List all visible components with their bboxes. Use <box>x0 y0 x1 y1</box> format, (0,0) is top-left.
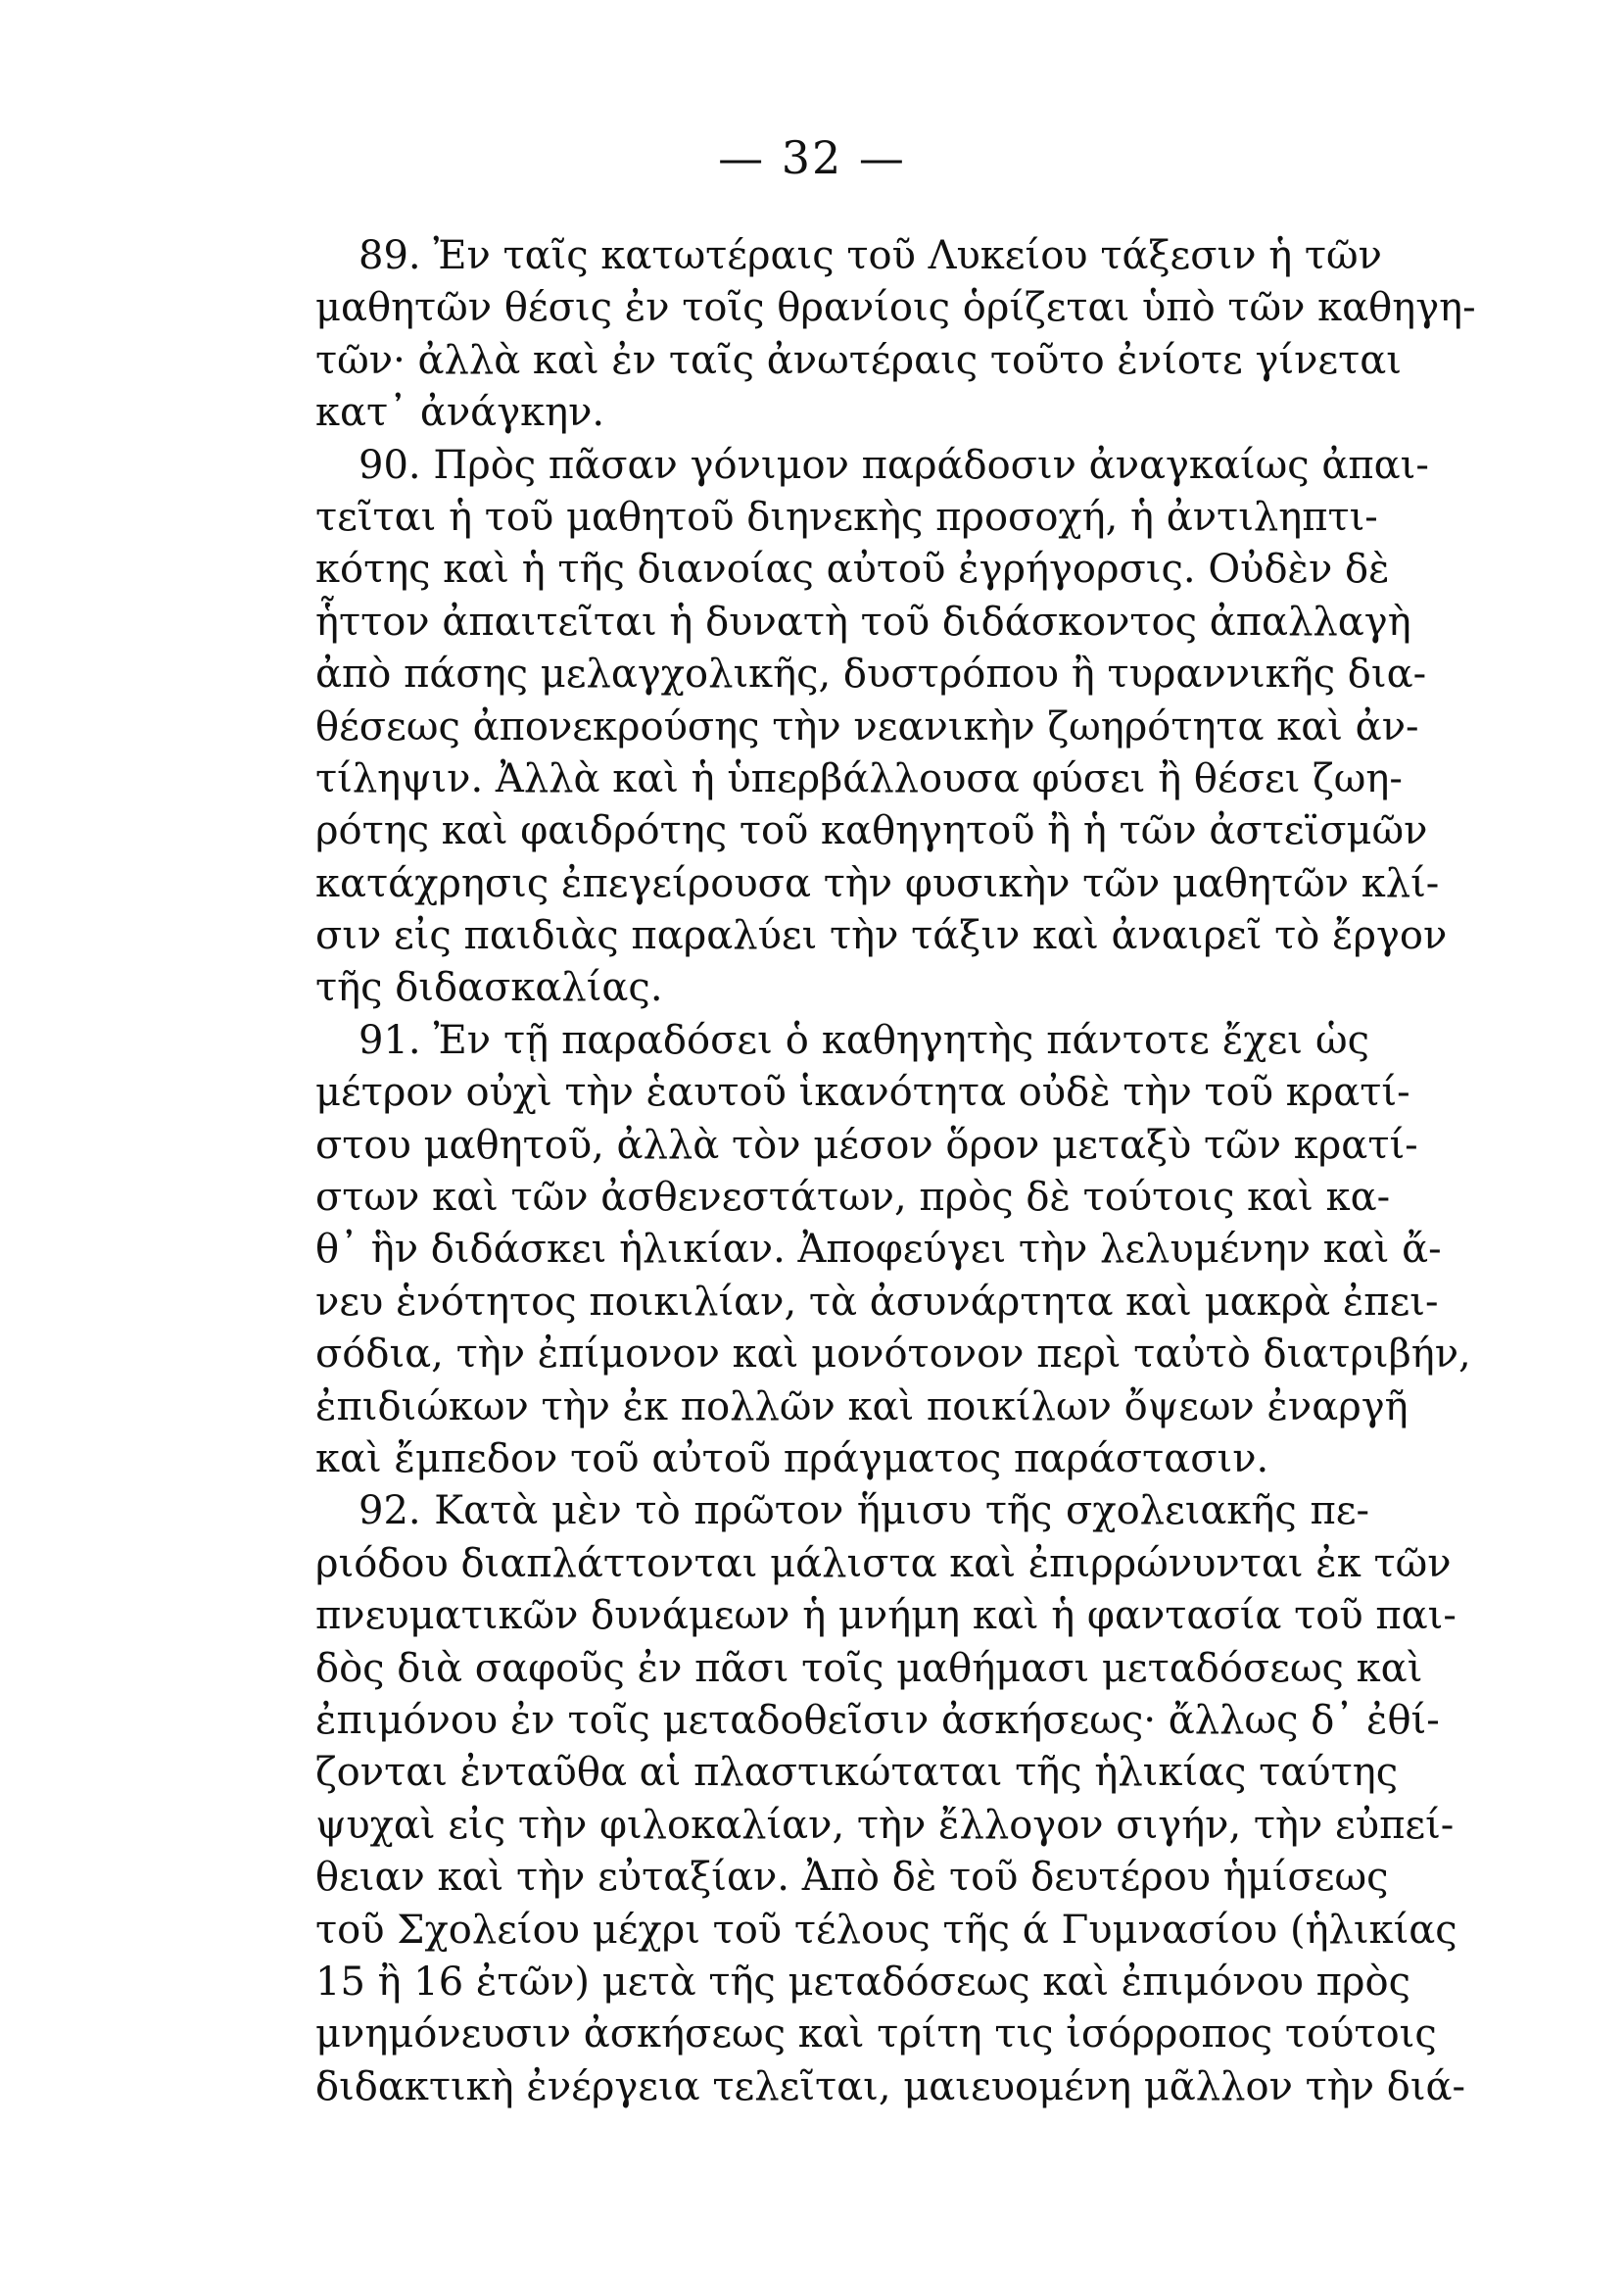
text-line: ψυχαὶ εἰς τὴν φιλοκαλίαν, τὴν ἔλλογον σιγήν, τὴν εὐπεί- <box>315 1802 1455 1848</box>
text-line: σιν εἰς παιδιὰς παραλύει τὴν τάξιν καὶ ἀναιρεῖ τὸ ἔργον <box>315 913 1448 959</box>
text-line: ἀπὸ πάσης μελαγχολικῆς, δυστρόπου ἢ τυραννικῆς δια- <box>315 652 1427 698</box>
text-line: θέσεως ἀπονεκρούσης τὴν νεανικὴν ζωηρότητα καὶ ἀν- <box>315 703 1419 750</box>
paragraph-91 <box>315 1015 1471 1486</box>
text-line: μέτρον οὐχὶ τὴν ἑαυτοῦ ἱκανότητα οὐδὲ τὴν τοῦ κρατί- <box>315 1070 1410 1116</box>
text-line: μαθητῶν θέσις ἐν τοῖς θρανίοις ὁρίζεται ὑπὸ τῶν καθηγη- <box>315 285 1476 331</box>
text-line: πνευματικῶν δυνάμεων ἡ μνήμη καὶ ἡ φαντασία τοῦ παι- <box>315 1593 1457 1639</box>
text-line: στων καὶ τῶν ἀσθενεστάτων, πρὸς δὲ τούτοις καὶ κα- <box>315 1175 1391 1221</box>
text-line: κατ᾽ ἀνάγκην. <box>315 390 605 436</box>
text-line: 92. Κατὰ μὲν τὸ πρῶτον ἥμισυ τῆς σχολειακῆς πε- <box>358 1488 1369 1534</box>
text-line: ἐπιμόνου ἐν τοῖς μεταδοθεῖσιν ἀσκήσεως· ἄλλως δ᾽ ἐθί- <box>315 1697 1440 1743</box>
text-line: θ᾽ ἣν διδάσκει ἡλικίαν. Ἀποφεύγει τὴν λελυμένην καὶ ἄ- <box>315 1227 1442 1273</box>
text-line: 89. Ἐν ταῖς κατωτέραις τοῦ Λυκείου τάξεσιν ἡ τῶν <box>358 233 1382 278</box>
text-line: ἧττον ἀπαιτεῖται ἡ δυνατὴ τοῦ διδάσκοντος ἀπαλλαγὴ <box>315 599 1411 645</box>
paragraph-89 <box>315 230 1476 440</box>
text-line: δὸς διὰ σαφοῦς ἐν πᾶσι τοῖς μαθήμασι μεταδόσεως καὶ <box>315 1645 1423 1691</box>
text-line: ρότης καὶ φαιδρότης τοῦ καθηγητοῦ ἢ ἡ τῶν ἀστεϊσμῶν <box>315 808 1428 854</box>
text-line: διδακτικὴ ἐνέργεια τελεῖται, μαιευομένη μᾶλλον τὴν διά- <box>315 2063 1466 2109</box>
paragraph-90 <box>315 440 1448 1015</box>
text-line: 90. Πρὸς πᾶσαν γόνιμον παράδοσιν ἀναγκαίως ἀπαι- <box>358 442 1429 488</box>
text-line: 91. Ἐν τῇ παραδόσει ὁ καθηγητὴς πάντοτε ἔχει ὡς <box>358 1017 1369 1063</box>
text-line: τίληψιν. Ἀλλὰ καὶ ἡ ὑπερβάλλουσα φύσει ἢ θέσει ζωη- <box>315 755 1403 801</box>
text-line: ριόδου διαπλάττονται μάλιστα καὶ ἐπιρρώνυνται ἐκ τῶν <box>315 1540 1452 1586</box>
text-line: τῆς διδασκαλίας. <box>315 965 663 1011</box>
text-line: καὶ ἔμπεδον τοῦ αὐτοῦ πράγματος παράστασιν. <box>315 1435 1269 1481</box>
paragraph-92 <box>315 1485 1466 2113</box>
text-line: κότης καὶ ἡ τῆς διανοίας αὐτοῦ ἐγρήγορσις. Οὐδὲν δὲ <box>315 547 1390 593</box>
body-text <box>315 230 1476 2113</box>
text-line: θειαν καὶ τὴν εὐταξίαν. Ἀπὸ δὲ τοῦ δευτέρου ἡμίσεως <box>315 1855 1389 1901</box>
text-line: ζονται ἐνταῦθα αἱ πλαστικώταται τῆς ἡλικίας ταύτης <box>315 1750 1399 1796</box>
text-line: τῶν· ἀλλὰ καὶ ἐν ταῖς ἀνωτέραις τοῦτο ἐνίοτε γίνεται <box>315 337 1402 383</box>
text-line: στου μαθητοῦ, ἀλλὰ τὸν μέσον ὅρον μεταξὺ τῶν κρατί- <box>315 1122 1418 1168</box>
text-line: 15 ἢ 16 ἐτῶν) μετὰ τῆς μεταδόσεως καὶ ἐπιμόνου πρὸς <box>315 1959 1410 2005</box>
text-line: τεῖται ἡ τοῦ μαθητοῦ διηνεκὴς προσοχή, ἡ ἀντιληπτι- <box>315 494 1378 540</box>
text-line: ἐπιδιώκων τὴν ἐκ πολλῶν καὶ ποικίλων ὄψεων ἐναργῆ <box>315 1383 1409 1429</box>
text-line: σόδια, τὴν ἐπίμονον καὶ μονότονον περὶ ταὐτὸ διατριβήν, <box>315 1331 1471 1378</box>
text-line: τοῦ Σχολείου μέχρι τοῦ τέλους τῆς ά Γυμνασίου (ἡλικίας <box>315 1907 1457 1953</box>
page-number: — 32 — <box>718 131 906 184</box>
text-line: μνημόνευσιν ἀσκήσεως καὶ τρίτη τις ἰσόρροπος τούτοις <box>315 2011 1437 2057</box>
text-line: νευ ἑνότητος ποικιλίαν, τὰ ἀσυνάρτητα καὶ μακρὰ ἐπει- <box>315 1279 1439 1325</box>
text-line: κατάχρησις ἐπεγείρουσα τὴν φυσικὴν τῶν μαθητῶν κλί- <box>315 860 1440 906</box>
